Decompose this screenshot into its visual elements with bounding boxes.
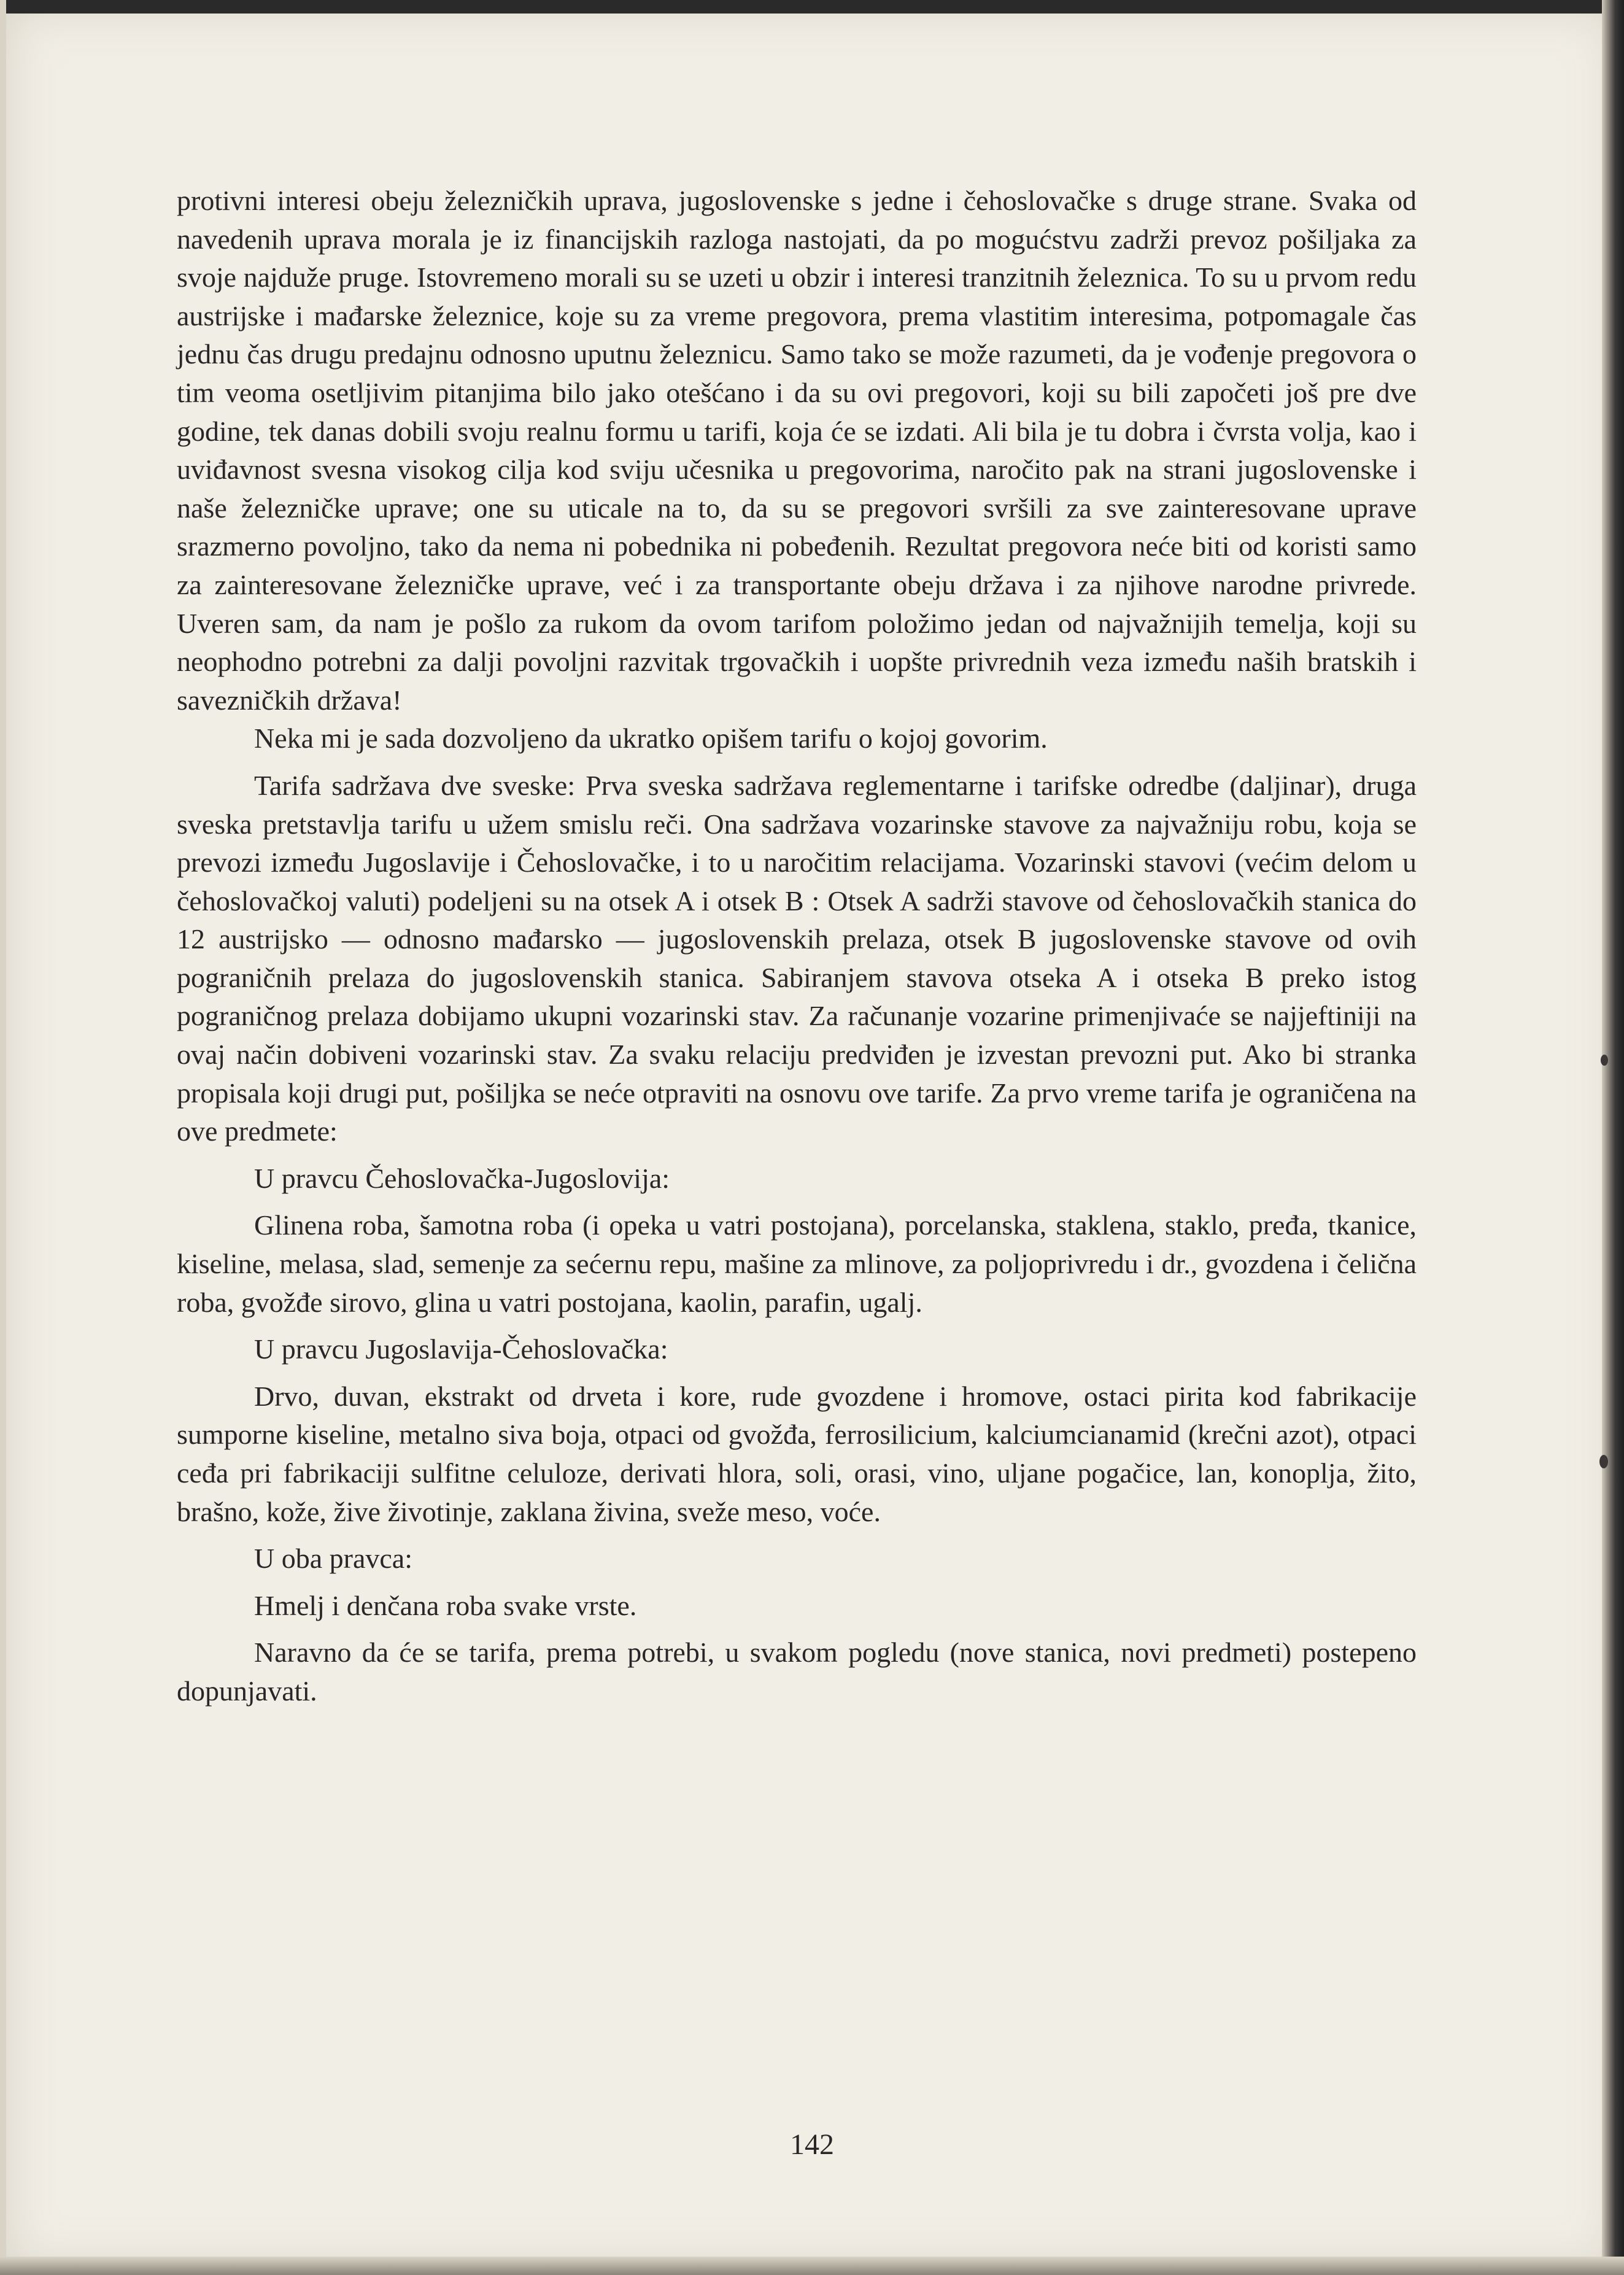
goods-list: Glinena roba, šamotna roba (i opeka u vatri postojana), porcelanska, staklena, staklo, pređa, tkanice, kiseline, melasa, slad, semenje za sećernu repu, mašine za mlinove, za poljoprivredu i dr., gvozdena i čelična roba, gvožđe sirovo, glina u vatri postojana, kaolin, parafin, ugalj.	[177, 1209, 1417, 1318]
paragraph: Naravno da će se tarifa, prema potrebi, u svakom pogledu (nove stanica, novi predmeti) postepeno dopunjavati.	[177, 1637, 1417, 1707]
direction-heading: U pravcu Čehoslovačka-Jugoslovija:	[254, 1162, 670, 1194]
goods-list: Drvo, duvan, ekstrakt od drveta i kore, rude gvozdene i hromove, ostaci pirita kod fabrikacije sumporne kiseline, metalno siva boja, otpaci od gvožđa, ferrosilicium, kalciumcianamid (krečni azot), otpaci ceđa pri fabrikaciji sulfitne celuloze, derivati hlora, soli, orasi, vino, uljane pogačice, lan, konoplja, žito, brašno, kože, žive životinje, zaklana živina, sveže meso, voće.	[177, 1380, 1417, 1527]
paragraph: Neka mi je sada dozvoljeno da ukratko opišem tarifu o kojoj govorim.	[254, 723, 1048, 754]
goods-list: Hmelj i denčana roba svake vrste.	[254, 1589, 637, 1621]
ink-mark	[1599, 1455, 1608, 1468]
direction-heading: U pravcu Jugoslavija-Čehoslovačka:	[254, 1333, 668, 1365]
page-top-edge	[0, 0, 1624, 14]
body-text	[177, 182, 1417, 1711]
page-left-edge	[0, 0, 6, 2275]
page-binding-edge	[1602, 0, 1624, 2275]
paragraph: Tarifa sadržava dve sveske: Prva sveska sadržava reglementarne i tarifske odredbe (daljinar), druga sveska pretstavlja tarifu u užem smislu reči. Ona sadržava vozarinske stavove za najvažniju robu, koja se prevozi između Jugoslavije i Čehoslovačke, i to u naročitim relacijama. Vozarinski stavovi (većim delom u čehoslovačkoj valuti) podeljeni su na otsek A i otsek B : Otsek A sadrži stavove od čehoslovačkih stanica do 12 austrijsko — odnosno mađarsko — jugoslovenskih prelaza, otsek B jugoslovenske stavove od ovih pograničnih prelaza do jugoslovenskih stanica. Sabiranjem stavova otseka A i otseka B preko istog pograničnog prelaza dobijamo ukupni vozarinski stav. Za računanje vozarine primenjivaće se najjeftiniji na ovaj način dobiveni vozarinski stav. Za svaku relaciju predviđen je izvestan prevozni put. Ako bi stranka propisala koji drugi put, pošiljka se neće otpraviti na osnovu ove tarife. Za prvo vreme tarifa je ograničena na ove predmete:	[177, 769, 1417, 1147]
ink-mark	[1601, 1055, 1608, 1066]
paragraph-continued: protivni interesi obeju železničkih uprava, jugoslovenske s jedne i čehoslovačke s druge strane. Svaka od navedenih uprava morala je iz financijskih razloga nastojati, da po mogućstvu zadrži prevoz pošiljaka za svoje najduže pruge. Istovremeno morali su se uzeti u obzir i interesi tranzitnih železnica. To su u prvom redu austrijske i mađarske železnice, koje su za vreme pregovora, prema vlastitim interesima, potpomagale čas jednu čas drugu predajnu odnosno uputnu železnicu. Samo tako se može razumeti, da je vođenje pregovora o tim veoma osetljivim pitanjima bilo jako otešćano i da su ovi pregovori, koji su bili započeti još pre dve godine, tek danas dobili svoju realnu formu u tarifi, koja će se izdati. Ali bila je tu dobra i čvrsta volja, kao i uviđavnost svesna visokog cilja kod sviju učesnika u pregovorima, naročito pak na strani jugoslovenske i naše železničke uprave; one su uticale na to, da su se pregovori svršili za sve zainteresovane uprave srazmerno povoljno, tako da nema ni pobednika ni pobeđenih. Rezultat pregovora neće biti od koristi samo za zainteresovane železničke uprave, već i za transportante obeju država i za njihove narodne privrede. Uveren sam, da nam je pošlo za rukom da ovom tarifom položimo jedan od najvažnijih temelja, koji su neophodno potrebni za dalji povoljni razvitak trgovačkih i uopšte privrednih veza između naših bratskih i savezničkih država!	[177, 185, 1417, 716]
direction-heading: U oba pravca:	[254, 1543, 412, 1575]
page-number: 142	[790, 2128, 834, 2161]
page-bottom-edge	[0, 2257, 1624, 2275]
